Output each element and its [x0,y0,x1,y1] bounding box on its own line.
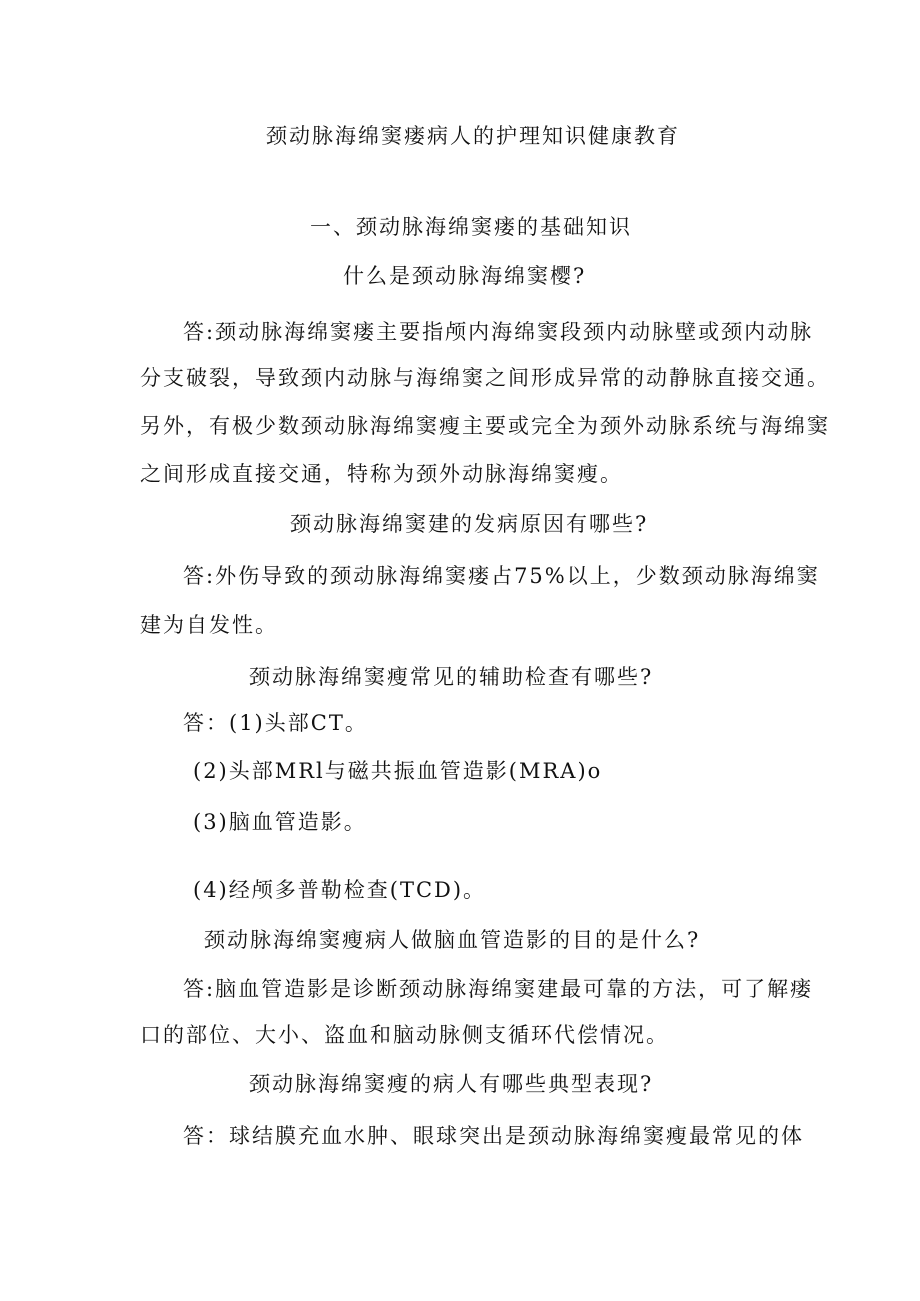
answer-line: 答:外伤导致的颈动脉海绵窦瘘占75%以上，少数颈动脉海绵窦 [183,564,820,588]
question-heading: 颈动脉海绵窦瘦常见的辅助检查有哪些? [249,665,654,689]
answer-line: 答：球结膜充血水肿、眼球突出是颈动脉海绵窦瘦最常见的体 [183,1124,804,1148]
answer-line: 答：(1)头部CT。 [183,711,368,735]
question-heading: 颈动脉海绵窦建的发病原因有哪些? [290,512,649,536]
answer-line: 口的部位、大小、盗血和脑动脉侧支循环代偿情况。 [140,1023,669,1047]
answer-line: (2)头部MRl与磁共振血管造影(MRA)o [193,759,603,783]
answer-line: 分支破裂，导致颈内动脉与海绵窦之间形成异常的动静脉直接交通。 [140,366,830,390]
answer-line: 建为自发性。 [140,613,278,637]
answer-line: (4)经颅多普勒检查(TCD)。 [193,878,487,902]
question-heading: 颈动脉海绵窦瘦的病人有哪些典型表现? [249,1072,654,1096]
answer-line: 答:脑血管造影是诊断颈动脉海绵窦建最可靠的方法，可了解瘘 [183,977,814,1001]
section-heading: 一、颈动脉海绵窦瘘的基础知识 [310,215,632,239]
question-heading: 颈动脉海绵窦瘦病人做脑血管造影的目的是什么? [204,928,701,952]
answer-line: 答:颈动脉海绵窦瘘主要指颅内海绵窦段颈内动脉壁或颈内动脉 [183,320,814,344]
question-heading: 什么是颈动脉海绵窦樱? [343,264,587,288]
answer-line: 另外，有极少数颈动脉海绵窦瘦主要或完全为颈外动脉系统与海绵窦 [140,414,830,438]
answer-line: 之间形成直接交通，特称为颈外动脉海绵窦瘦。 [140,462,623,486]
answer-line: (3)脑血管造影。 [193,810,367,834]
document-title: 颈动脉海绵窦瘘病人的护理知识健康教育 [266,124,680,148]
